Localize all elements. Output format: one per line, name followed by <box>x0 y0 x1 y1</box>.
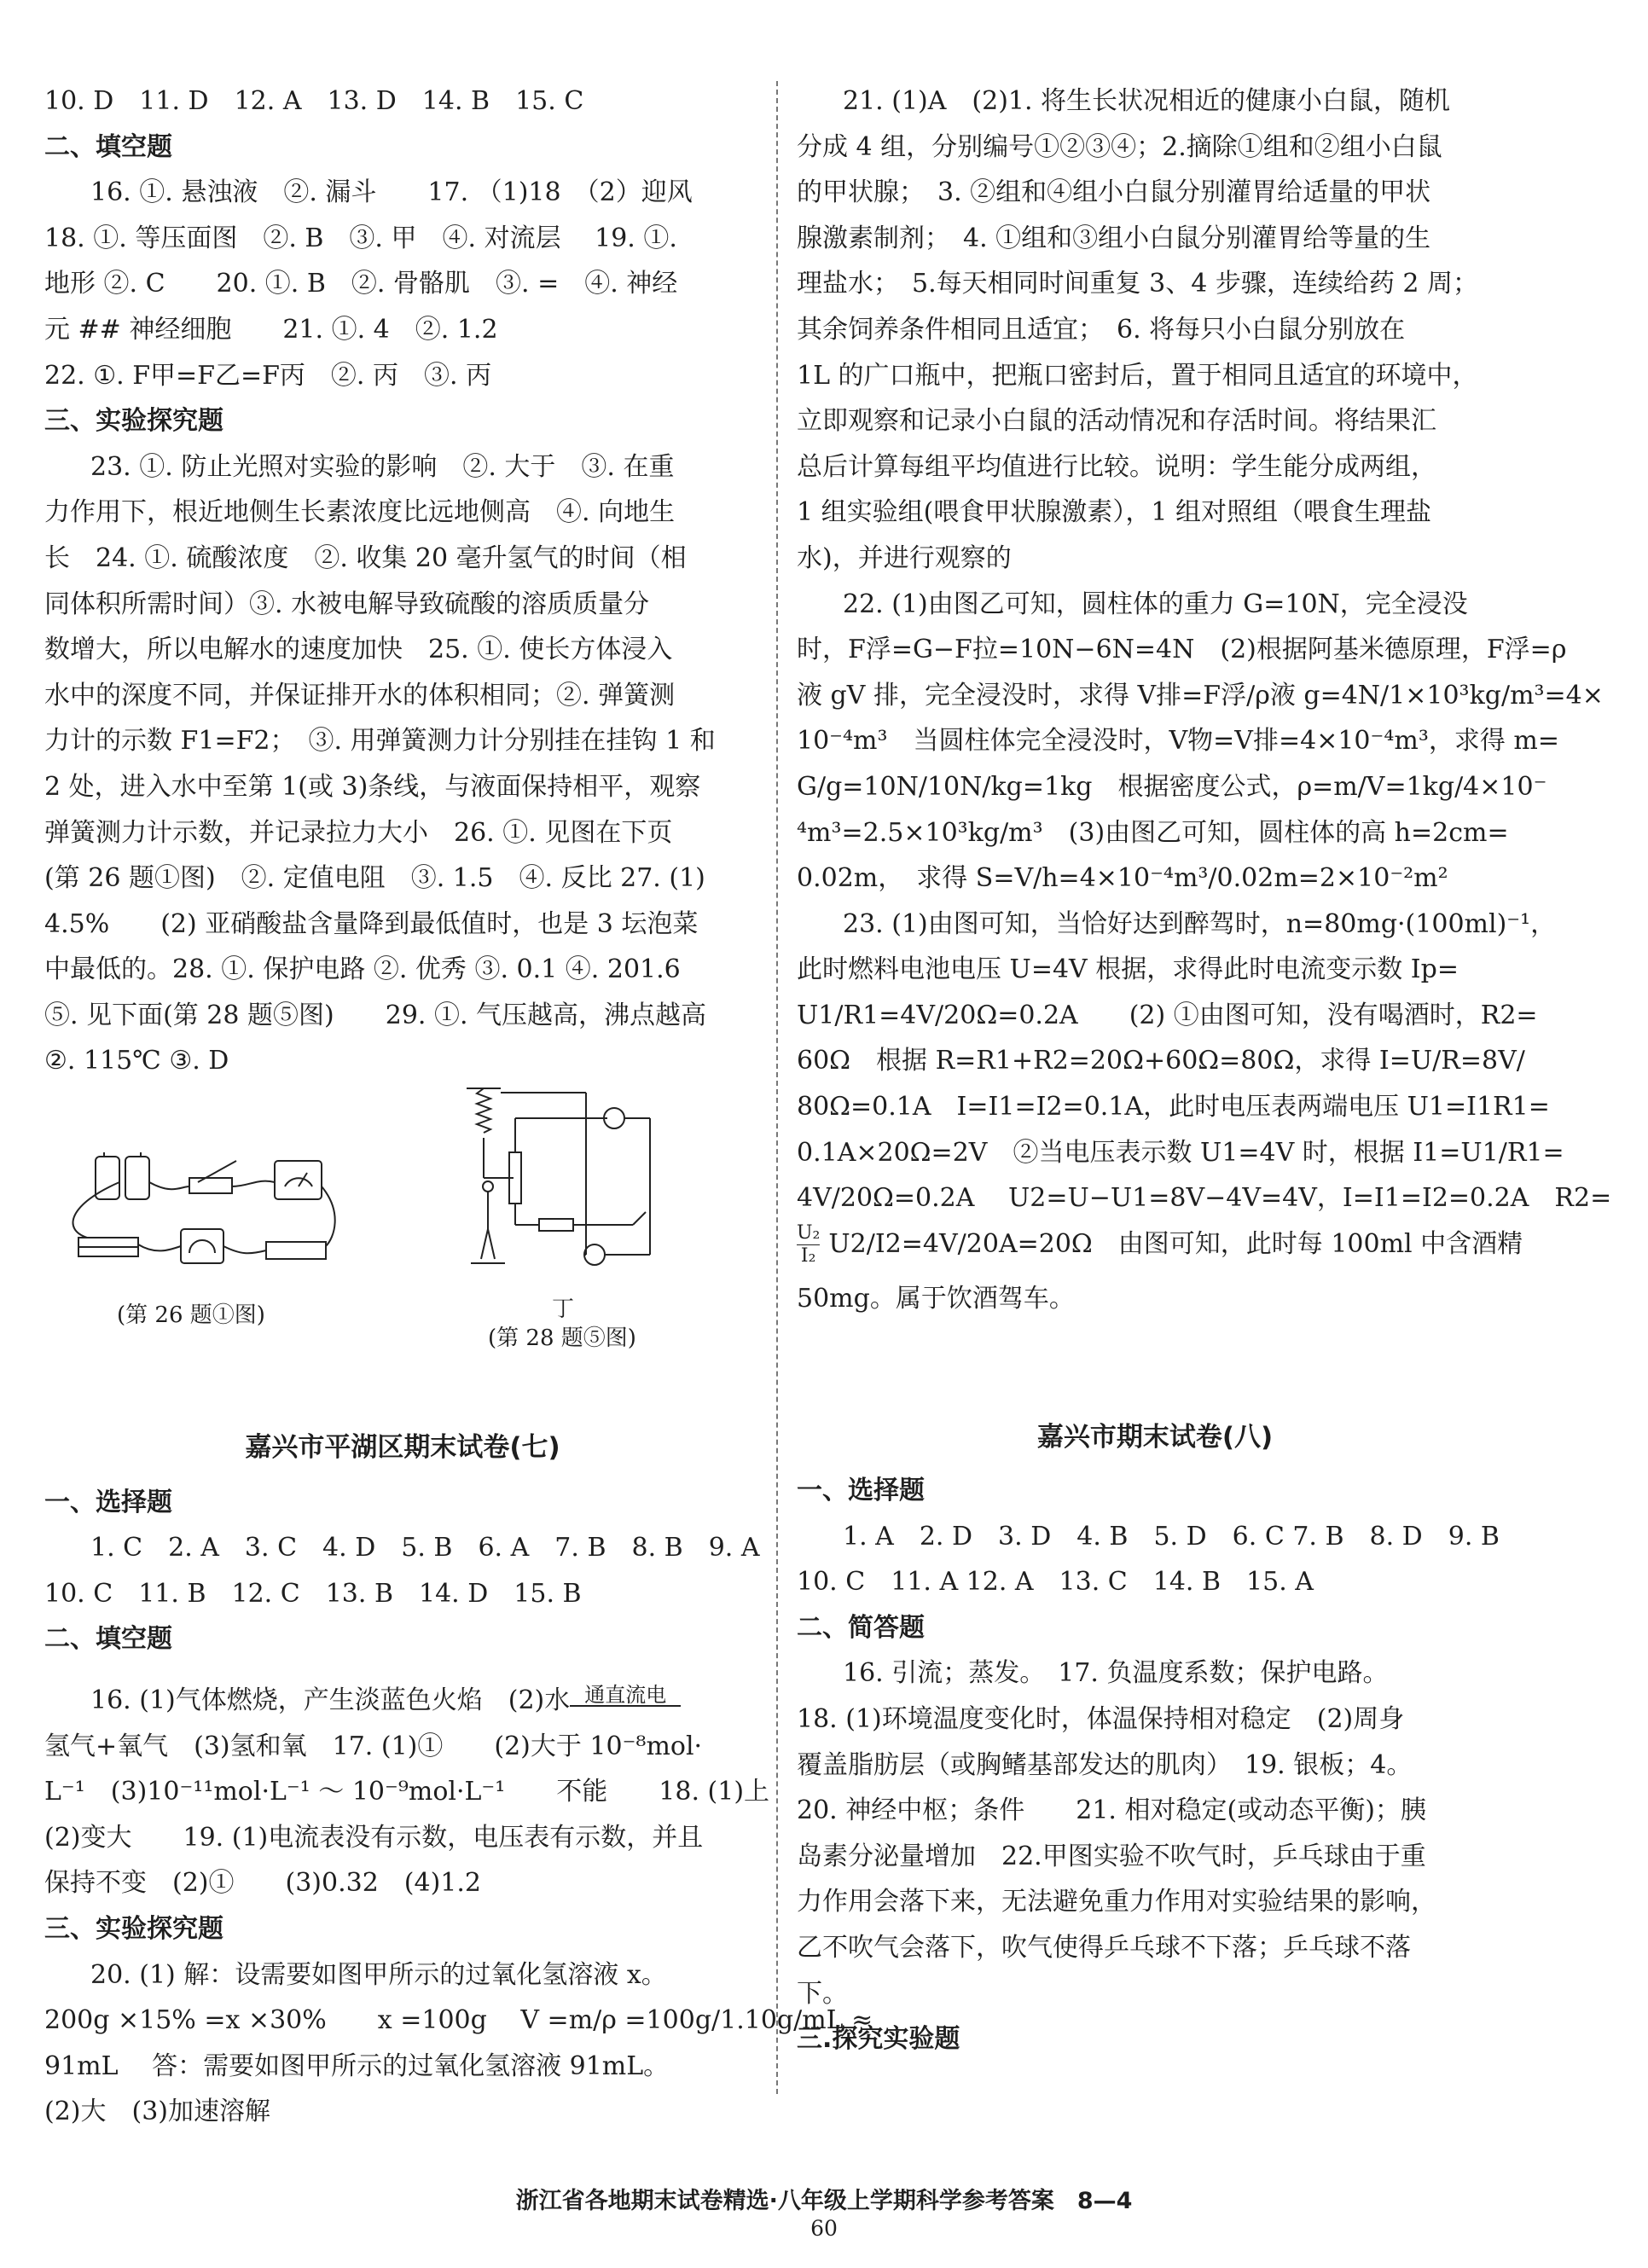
text-line: 0.02m， 求得 S=V/h=4×10⁻⁴m³/0.02m=2×10⁻²m² <box>797 863 1448 894</box>
text-line: 力计的示数 F1=F2； ③. 用弹簧测力计分别挂在挂钩 1 和 <box>44 726 716 757</box>
text-line: 10. C 11. A 12. A 13. C 14. B 15. A <box>797 1567 1314 1598</box>
text-line: 1L 的广口瓶中，把瓶口密封后，置于相同且适宜的环境中， <box>797 360 1478 391</box>
text-line: 10⁻⁴m³ 当圆柱体完全浸没时，V物=V排=4×10⁻⁴m³，求得 m= <box>797 726 1559 757</box>
resistor-shape <box>539 1219 573 1231</box>
column-divider <box>776 81 778 2094</box>
text-line: 10. C 11. B 12. C 13. B 14. D 15. B <box>44 1578 582 1609</box>
figure-26-caption: (第 26 题①图) <box>117 1302 265 1329</box>
exam-title: 嘉兴市期末试卷(八) <box>1036 1422 1274 1453</box>
text-line: 水中的深度不同，并保证排开水的体积相同；②. 弹簧测 <box>44 680 676 711</box>
text-line: (第 26 题①图) ②. 定值电阻 ③. 1.5 ④. 反比 27. (1) <box>44 863 705 894</box>
text-line: 覆盖脂肪层（或胸鳍基部发达的肌肉） 19. 银板；4。 <box>797 1749 1413 1780</box>
exam-title: 嘉兴市平湖区期末试卷(七) <box>245 1432 560 1464</box>
section-heading: 二、填空题 <box>44 131 172 162</box>
spring-shape <box>477 1088 490 1133</box>
text-line: 总后计算每组平均值进行比较。说明：学生能分成两组， <box>797 451 1436 482</box>
text-line: ⑤. 见下面(第 28 题⑤图) 29. ①. 气压越高，沸点越高 <box>44 1000 707 1030</box>
text-line: 腺激素制剂； 4. ①组和③组小白鼠分别灌胃给等量的生 <box>797 223 1431 253</box>
text-line: 岛素分泌量增加 22.甲图实验不吹气时，乒乓球由于重 <box>797 1841 1426 1871</box>
text-line: 0.1A×20Ω=2V ②当电压表示数 U1=4V 时，根据 I1=U1/R1= <box>797 1137 1564 1168</box>
text-line: 1 组实验组(喂食甲状腺激素），1 组对照组（喂食生理盐 <box>797 497 1431 528</box>
text-line: 60Ω 根据 R=R1+R2=20Ω+60Ω=80Ω，求得 I=U/R=8V/ <box>797 1046 1525 1076</box>
text-line: 数增大，所以电解水的速度加快 25. ①. 使长方体浸入 <box>44 635 673 665</box>
page-number: 60 <box>810 2216 838 2241</box>
footer-title: 浙江省各地期末试卷精选·八年级上学期科学参考答案 8—4 <box>515 2188 1133 2214</box>
text-line: 乙不吹气会落下，吹气使得乒乓球不下落；乒乓球不落 <box>797 1932 1411 1963</box>
fraction-denominator: I₂ <box>800 1245 816 1267</box>
text-line: 此时燃料电池电压 U=4V 根据，求得此时电流变示数 Ip= <box>797 954 1459 985</box>
figure-26-circuit <box>61 1135 343 1280</box>
text-line: (2)大 (3)加速溶解 <box>44 2097 270 2127</box>
text-line: 同体积所需时间）③. 水被电解导致硫酸的溶质质量分 <box>44 589 650 619</box>
figure-28-caption: (第 28 题⑤图) <box>488 1325 636 1352</box>
text-line: 下。 <box>797 1978 848 2009</box>
text-line: 16. 引流；蒸发。 17. 负温度系数；保护电路。 <box>843 1658 1389 1689</box>
text-line: 18. (1)环境温度变化时，体温保持相对稳定 (2)周身 <box>797 1704 1405 1734</box>
text-line: 地形 ②. C 20. ①. B ②. 骨骼肌 ③. = ④. 神经 <box>44 269 678 299</box>
text-line: 力作用会落下来，无法避免重力作用对实验结果的影响， <box>797 1887 1436 1917</box>
text-line: 时，F浮=G−F拉=10N−6N=4N (2)根据阿基米德原理，F浮=ρ <box>797 635 1567 665</box>
text-line <box>797 1221 1523 1276</box>
text-line: 的甲状腺； 3. ②组和④组小白鼠分别灌胃给适量的甲状 <box>797 177 1431 208</box>
text-line: L⁻¹ (3)10⁻¹¹mol·L⁻¹ ～ 10⁻⁹mol·L⁻¹ 不能 18. (1)上 <box>44 1777 770 1807</box>
text-line: 22. (1)由图乙可知，圆柱体的重力 G=10N，完全浸没 <box>843 589 1468 619</box>
figure-row <box>44 1084 761 1442</box>
section-heading: 一、选择题 <box>44 1487 172 1517</box>
text-line: 中最低的。28. ①. 保护电路 ②. 优秀 ③. 0.1 ④. 201.6 <box>44 954 681 985</box>
text-line: 200g ×15% =x ×30% x =100g V =m/ρ =100g/1.10g/mL ≈ <box>44 2005 873 2036</box>
text-line: 水)，并进行观察的 <box>797 542 1012 573</box>
fraction <box>797 1222 820 1267</box>
battery-shape <box>125 1157 149 1199</box>
fraction-numerator: U₂ <box>797 1222 821 1244</box>
figure-28-label: 丁 <box>552 1296 575 1323</box>
section-heading: 二、简答题 <box>797 1612 925 1643</box>
section-heading: 三、实验探究题 <box>44 1914 223 1944</box>
text-line: 4V/20Ω=0.2A U2=U−U1=8V−4V=4V，I=I1=I2=0.2A R2= <box>797 1183 1612 1214</box>
text-line: 保持不变 (2)① (3)0.32 (4)1.2 <box>44 1868 481 1899</box>
meter-shape <box>181 1229 223 1263</box>
text-line: 50mg。属于饮酒驾车。 <box>797 1283 1075 1314</box>
text-line: 元 ## 神经细胞 21. ①. 4 ②. 1.2 <box>44 314 498 345</box>
text-line: 10. D 11. D 12. A 13. D 14. B 15. C <box>44 86 584 116</box>
text-line: 22. ①. F甲=F乙=F丙 ②. 丙 ③. 丙 <box>44 360 492 391</box>
text-line: 立即观察和记录小白鼠的活动情况和存活时间。将结果汇 <box>797 406 1436 437</box>
text-line: 理盐水； 5.每天相同时间重复 3、4 步骤，连续给药 2 周； <box>797 269 1479 299</box>
reaction-condition: 通直流电 <box>584 1683 667 1708</box>
text-line: 21. (1)A (2)1. 将生长状况相近的健康小白鼠，随机 <box>843 86 1451 116</box>
text-line: 91mL 答：需要如图甲所示的过氧化氢溶液 91mL。 <box>44 2050 670 2081</box>
text-line: 其余饲养条件相同且适宜； 6. 将每只小白鼠分别放在 <box>797 314 1406 345</box>
text-line: ②. 115℃ ③. D <box>44 1046 229 1076</box>
text-line: 1. C 2. A 3. C 4. D 5. B 6. A 7. B 8. B 9. A <box>90 1533 760 1563</box>
text-line: (2)变大 19. (1)电流表没有示数，电压表有示数，并且 <box>44 1822 704 1853</box>
reaction-arrow <box>570 1685 681 1707</box>
figure-28-circuit <box>462 1084 667 1280</box>
meter-shape <box>275 1161 322 1199</box>
section-heading: 三.探究实验题 <box>797 2024 960 2055</box>
text-line: 20. 神经中枢；条件 21. 相对稳定(或动态平衡)；胰 <box>797 1795 1426 1826</box>
text-fragment: 16. (1)气体燃烧，产生淡蓝色火焰 (2)水 <box>90 1685 571 1716</box>
text-line: 20. (1) 解：设需要如图甲所示的过氧化氢溶液 x。 <box>90 1959 667 1990</box>
text-line: 弹簧测力计示数，并记录拉力大小 26. ①. 见图在下页 <box>44 817 673 848</box>
text-line: 4.5% (2) 亚硝酸盐含量降到最低值时，也是 3 坛泡菜 <box>44 908 699 939</box>
section-heading: 三、实验探究题 <box>44 406 223 437</box>
section-heading: 一、选择题 <box>797 1476 925 1506</box>
text-line: 23. (1)由图可知，当恰好达到醉驾时，n=80mg·(100ml)⁻¹， <box>843 908 1557 939</box>
text-line: 16. ①. 悬浊液 ②. 漏斗 17. （1)18 （2）迎风 <box>90 177 693 208</box>
text-line: ⁴m³=2.5×10³kg/m³ (3)由图乙可知，圆柱体的高 h=2cm= <box>797 817 1509 848</box>
text-line: 分成 4 组，分别编号①②③④；2.摘除①组和②组小白鼠 <box>797 131 1442 162</box>
text-line: 液 gV 排，完全浸没时，求得 V排=F浮/ρ液 g=4N/1×10³kg/m³=4× <box>797 680 1604 711</box>
text-line: 长 24. ①. 硫酸浓度 ②. 收集 20 毫升氢气的时间（相 <box>44 542 687 573</box>
text-line: G/g=10N/10N/kg=1kg 根据密度公式，ρ=m/V=1kg/4×10⁻ <box>797 771 1547 802</box>
text-line: 1. A 2. D 3. D 4. B 5. D 6. C 7. B 8. D 9. B <box>843 1521 1500 1552</box>
text-line: 力作用下，根近地侧生长素浓度比远地侧高 ④. 向地生 <box>44 497 676 528</box>
resistor-shape <box>266 1242 326 1259</box>
text-fragment: U2/I2=4V/20A=20Ω 由图可知，此时每 100ml 中含酒精 <box>828 1228 1523 1259</box>
text-line: U1/R1=4V/20Ω=0.2A (2) ①由图可知，没有喝酒时，R2= <box>797 1000 1538 1030</box>
text-line: 18. ①. 等压面图 ②. B ③. 甲 ④. 对流层 19. ①. <box>44 223 677 253</box>
voltmeter-shape <box>584 1244 605 1265</box>
text-line <box>44 1678 761 1724</box>
section-heading: 二、填空题 <box>44 1624 172 1655</box>
text-line: 80Ω=0.1A I=I1=I2=0.1A，此时电压表两端电压 U1=I1R1= <box>797 1092 1550 1122</box>
switch-shape <box>189 1178 232 1193</box>
text-line: 氢气+氧气 (3)氢和氧 17. (1)① (2)大于 10⁻⁸mol· <box>44 1731 703 1761</box>
text-line: 23. ①. 防止光照对实验的影响 ②. 大于 ③. 在重 <box>90 451 675 482</box>
text-line: 2 处，进入水中至第 1(或 3)条线，与液面保持相平，观察 <box>44 771 701 802</box>
right-column <box>797 78 1612 2062</box>
